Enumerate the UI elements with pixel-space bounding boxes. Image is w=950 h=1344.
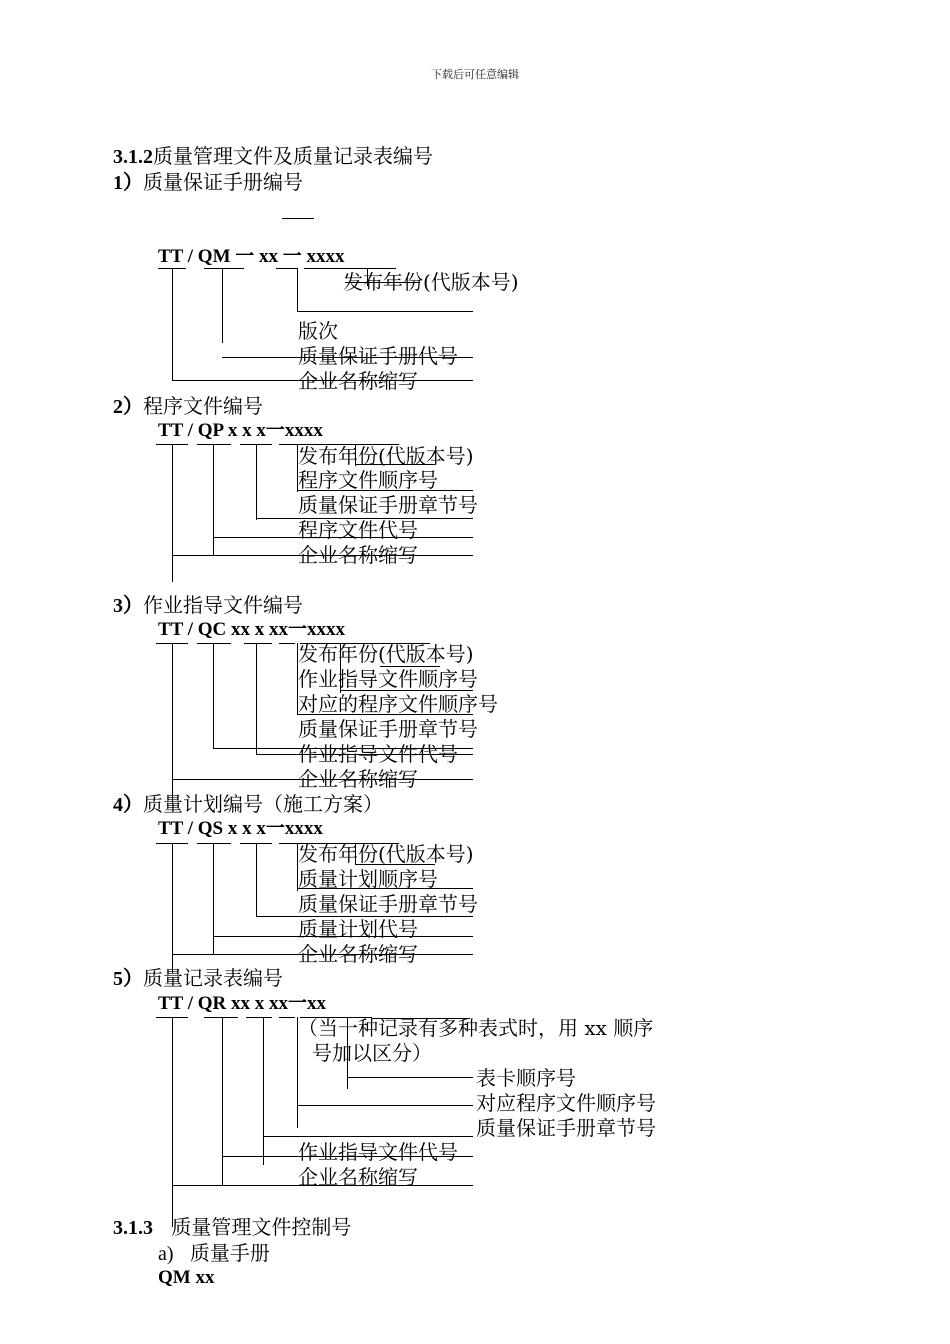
s4-underline-2: [197, 843, 231, 844]
s3-hline-3: [297, 714, 473, 715]
s4-code: TT / QS x x x一xxxx: [158, 818, 323, 839]
s3-hline-2: [340, 690, 473, 691]
s1-code: TT / QM 一 xx 一 xxxx: [158, 246, 345, 267]
s1-hline-2: [297, 311, 473, 312]
s3-underline-2: [197, 643, 231, 644]
s5-note-line-2: 号加以区分）: [312, 1041, 432, 1065]
section-heading-3-1-2: 3.1.2质量管理文件及质量记录表编号: [113, 144, 433, 168]
s2-underline-2: [197, 444, 231, 445]
s1-underline-xxxx: [304, 268, 396, 269]
s1-vline-3: [297, 268, 298, 312]
item-a: a) 质量手册: [158, 1241, 270, 1265]
s4-label-1: 发布年份(代版本号): [298, 842, 474, 866]
s4-hline-4: [213, 936, 473, 937]
s1-title: 1）质量保证手册编号: [113, 170, 303, 194]
page-header: 下载后可任意编辑: [431, 69, 519, 81]
s2-label-4: 程序文件代号: [298, 518, 418, 542]
s3-code: TT / QC xx x xx一xxxx: [158, 619, 346, 640]
s3-underline-4: [279, 643, 295, 644]
s5-hline-4: [222, 1156, 473, 1157]
s4-label-3: 质量保证手册章节号: [298, 892, 478, 916]
s3-label-6: 企业名称缩写: [298, 767, 418, 791]
s3-hline-6: [172, 779, 473, 780]
section-heading-3-1-3: 3.1.3 质量管理文件控制号: [113, 1215, 352, 1239]
s1-vline-2: [222, 268, 223, 343]
s3-label-1: 发布年份(代版本号): [298, 642, 474, 666]
s2-hline-5: [172, 555, 473, 556]
s2-hline-2: [297, 490, 473, 491]
s4-vline-2: [213, 843, 214, 955]
s4-title: 4）质量计划编号（施工方案）: [113, 792, 383, 816]
s3-label-5: 作业指导文件代号: [298, 742, 458, 766]
s3-underline-3: [244, 643, 272, 644]
s3-hline-5: [256, 754, 473, 755]
s1-hline-1: [345, 282, 420, 283]
s4-label-2: 质量计划顺序号: [298, 867, 438, 891]
s1-underline-qm: [204, 268, 244, 269]
s5-underline-2: [204, 1017, 238, 1018]
s5-vline-2: [222, 1017, 223, 1185]
qm-code: QM xx: [158, 1267, 215, 1288]
s2-label-5: 企业名称缩写: [298, 543, 418, 567]
s1-label-4: 企业名称缩写: [298, 369, 418, 393]
s1-label-1: 发布年份(代版本号): [343, 270, 519, 294]
s5-underline-3: [246, 1017, 272, 1018]
s1-label-2: 版次: [298, 319, 338, 343]
s5-label-5: 企业名称缩写: [298, 1165, 418, 1189]
s5-label-2: 对应程序文件顺序号: [476, 1091, 656, 1115]
s3-label-4: 质量保证手册章节号: [298, 717, 478, 741]
s4-label-5: 企业名称缩写: [298, 942, 418, 966]
s1-vline-1: [172, 268, 173, 380]
s2-label-3: 质量保证手册章节号: [298, 493, 478, 517]
s3-vline-3: [256, 643, 257, 755]
s1-stub-line: [282, 218, 314, 219]
s5-hline-5: [172, 1185, 473, 1186]
s2-hline-1: [355, 464, 435, 465]
s4-vline-3: [256, 843, 257, 917]
s3-label-3: 对应的程序文件顺序号: [298, 692, 498, 716]
s1-hline-4: [172, 380, 473, 381]
s5-hline-2: [297, 1105, 473, 1106]
s3-label-2: 作业指导文件顺序号: [298, 667, 478, 691]
s2-hline-4: [213, 537, 473, 538]
s2-label-1: 发布年份(代版本号): [298, 444, 474, 468]
s5-label-1: 表卡顺序号: [476, 1066, 576, 1090]
s1-underline-xx: [276, 268, 298, 269]
s2-vline-1: [172, 444, 173, 582]
s3-vline-2: [213, 643, 214, 749]
s4-hline-2: [297, 888, 473, 889]
s2-code: TT / QP x x x一xxxx: [158, 420, 323, 441]
s1-hline-3: [222, 357, 473, 358]
s2-vline-2: [213, 444, 214, 556]
s2-title: 2）程序文件编号: [113, 394, 263, 418]
s5-vline-1: [172, 1017, 173, 1227]
s5-hline-3: [263, 1136, 473, 1137]
s5-hline-1: [347, 1077, 473, 1078]
s5-vline-3: [263, 1017, 264, 1165]
s5-title: 5）质量记录表编号: [113, 966, 283, 990]
s5-label-3: 质量保证手册章节号: [476, 1116, 656, 1140]
s3-title: 3）作业指导文件编号: [113, 593, 303, 617]
s5-underline-4: [279, 1017, 295, 1018]
s5-code: TT / QR xx x xx一xx: [158, 993, 327, 1014]
s4-label-4: 质量计划代号: [298, 917, 418, 941]
s3-hline-4: [213, 748, 473, 749]
s5-label-4: 作业指导文件代号: [298, 1140, 458, 1164]
s1-label-3: 质量保证手册代号: [298, 344, 458, 368]
s4-hline-5: [172, 954, 473, 955]
s2-vline-3: [256, 444, 257, 520]
s4-hline-1: [355, 864, 435, 865]
s5-note-line-1: （当一种记录有多种表式时，用 xx 顺序: [298, 1016, 654, 1040]
s2-label-2: 程序文件顺序号: [298, 468, 438, 492]
